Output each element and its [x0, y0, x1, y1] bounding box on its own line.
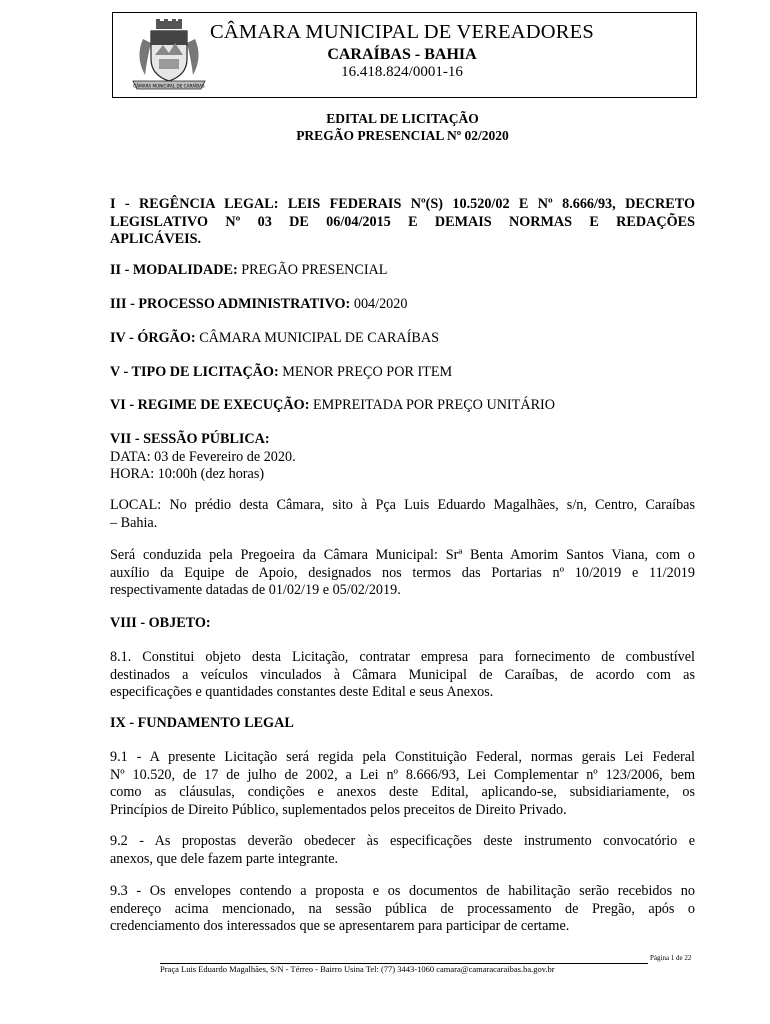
section-public-session: VII - SESSÃO PÚBLICA: DATA: 03 de Fevereiro de 2020. HORA: 10:00h (dez horas): [110, 431, 695, 484]
letterhead: [112, 12, 697, 98]
session-conductor: Será conduzida pela Pregoeira da Câmara Municipal: Srª Benta Amorim Santos Viana, com o auxílio da Equipe de Apoio, designados nos termos das Portarias nº 10/2019 e 11/2019 respectivamente datadas de 01/02/19 e 05/02/2019.: [110, 547, 695, 598]
session-location: LOCAL: No prédio desta Câmara, sito à Pça Luis Eduardo Magalhães, s/n, Centro, Caraíbas – Bahia.: [110, 497, 695, 531]
section-agency: IV - ÓRGÃO: CÂMARA MUNICIPAL DE CARAÍBAS: [110, 330, 439, 346]
legal-basis-paragraph-9-2: 9.2 - As propostas deverão obedecer às especificações deste instrumento convocatório e anexos, que dele fazem parte integrante.: [110, 833, 695, 867]
session-time: HORA: 10:00h (dez horas): [110, 466, 265, 482]
svg-text:CÂMARA MUNICIPAL DE CARAÍBAS: CÂMARA MUNICIPAL DE CARAÍBAS: [133, 83, 205, 89]
municipal-crest-logo: [129, 19, 209, 93]
footer-address: Praça Luis Eduardo Magalhães, S/N - Térreo - Bairro Usina Tel: (77) 3443-1060 camara@camaracaraibas.ba.gov.br: [160, 964, 555, 974]
section-legal-regime: I - REGÊNCIA LEGAL: LEIS FEDERAIS Nº(S) 10.520/02 E Nº 8.666/93, DECRETO LEGISLATIVO Nº 03 DE 06/04/2015 E DEMAIS NORMAS E REDAÇÕES APLICÁVEIS.: [110, 196, 695, 247]
legal-basis-paragraph-9-3: 9.3 - Os envelopes contendo a proposta e os documentos de habilitação serão recebidos no endereço acima mencionado, na sessão pública de processamento de Pregão, após o credenciamento dos interessados que se apresentarem para participar de certame.: [110, 883, 695, 934]
object-paragraph: 8.1. Constitui objeto desta Licitação, contratar empresa para fornecimento de combustível destinados a veículos vinculados à Câmara Municipal de Caraíbas, de acordo com as especificações e quantidades constantes deste Edital e seus Anexos.: [110, 649, 695, 700]
section-execution-regime: VI - REGIME DE EXECUÇÃO: EMPREITADA POR PREÇO UNITÁRIO: [110, 397, 556, 413]
city-state: CARAÍBAS - BAHIA: [327, 46, 477, 63]
document-title: EDITAL DE LICITAÇÃO: [326, 111, 479, 126]
section-process: III - PROCESSO ADMINISTRATIVO: 004/2020: [110, 296, 408, 312]
page-number: Página 1 de 22: [650, 954, 692, 962]
section-object-heading: VIII - OBJETO:: [110, 615, 211, 631]
section-legal-basis-heading: IX - FUNDAMENTO LEGAL: [110, 715, 294, 731]
section-bid-type: V - TIPO DE LICITAÇÃO: MENOR PREÇO POR ITEM: [110, 364, 453, 380]
session-date: DATA: 03 de Fevereiro de 2020.: [110, 448, 296, 465]
legal-basis-paragraph-9-1: 9.1 - A presente Licitação será regida pela Constituição Federal, normas gerais Lei Federal Nº 10.520, de 17 de julho de 2002, a Lei nº 8.666/93, Lei Complementar nº 123/2006, bem como as cláusulas, condições e anexos deste Edital, aplicando-se, subsidiariamente, os Princípios de Direito Público, suplementados pelos preceitos de Direito Privado.: [110, 749, 695, 818]
section-modality: II - MODALIDADE: PREGÃO PRESENCIAL: [110, 262, 388, 278]
document-subtitle: PREGÃO PRESENCIAL Nº 02/2020: [296, 128, 509, 143]
institution-name: CÂMARA MUNICIPAL DE VEREADORES: [210, 21, 594, 43]
cnpj-number: 16.418.824/0001-16: [341, 64, 463, 80]
